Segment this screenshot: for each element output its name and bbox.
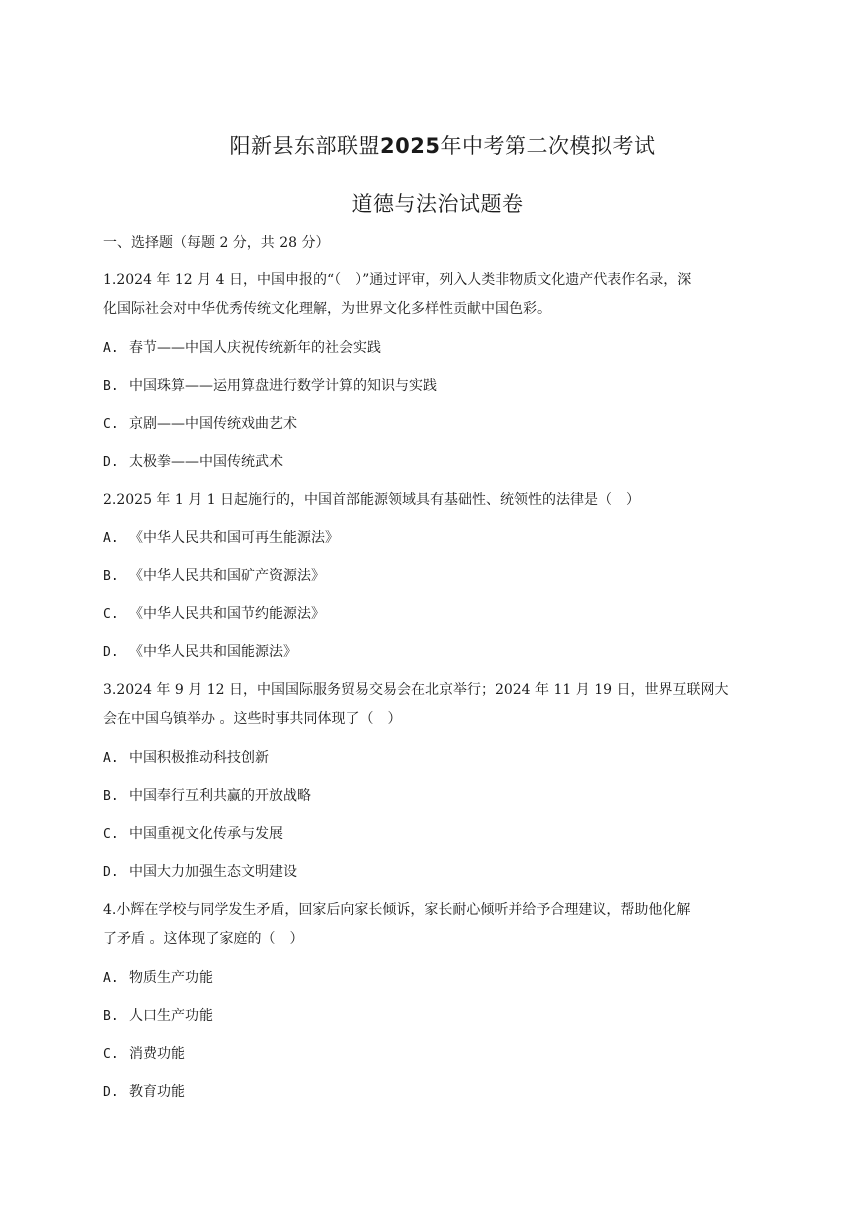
question-3-option-b (103, 782, 763, 811)
question-3-option-a (103, 744, 763, 773)
title-prefix: 阳新县东部联盟 (229, 134, 381, 158)
option-letter: A. (103, 531, 119, 546)
option-text: 消费功能 (129, 1046, 185, 1062)
option-letter: C. (103, 417, 119, 432)
option-text: 中国大力加强生态文明建设 (129, 864, 297, 880)
option-letter: D. (103, 865, 119, 880)
question-4-option-b (103, 1002, 763, 1031)
question-3-option-d (103, 858, 763, 887)
option-text: 物质生产功能 (129, 970, 213, 986)
question-1-option-d (103, 448, 763, 477)
option-text: 中国积极推动科技创新 (129, 750, 269, 766)
option-text: 人口生产功能 (129, 1008, 213, 1024)
option-letter: A. (103, 341, 119, 356)
exam-subtitle: 道德与法治试题卷 (351, 192, 524, 216)
option-text: 《中华人民共和国节约能源法》 (129, 606, 325, 622)
question-1-stem-line1: 1.2024 年 12 月 4 日，中国申报的“（ ）”通过评审，列入人类非物质文化遗产代表作名录，深 (103, 272, 692, 288)
title-year: 2025 (380, 134, 441, 158)
question-4-option-a (103, 964, 763, 993)
question-3-stem-line2: 会在中国乌镇举办 。这些时事共同体现了（ ） (103, 711, 402, 727)
section-heading: 一、选择题（每题 2 分，共 28 分） (103, 235, 330, 251)
option-letter: D. (103, 645, 119, 660)
question-1-option-b (103, 372, 763, 401)
option-text: 太极拳——中国传统武术 (129, 454, 283, 470)
option-letter: C. (103, 607, 119, 622)
exam-title (0, 130, 860, 160)
option-letter: C. (103, 827, 119, 842)
question-1-option-c (103, 410, 763, 439)
title-suffix: 年中考第二次模拟考试 (440, 134, 656, 158)
question-4-stem-line2: 了矛盾 。这体现了家庭的（ ） (103, 931, 304, 947)
option-letter: C. (103, 1047, 119, 1062)
option-letter: B. (103, 789, 119, 804)
question-4-stem-line1: 4.小辉在学校与同学发生矛盾，回家后向家长倾诉，家长耐心倾听并给予合理建议，帮助他化解 (103, 902, 691, 918)
question-2-option-d (103, 638, 763, 667)
question-4-option-c (103, 1040, 763, 1069)
option-text: 中国重视文化传承与发展 (129, 826, 283, 842)
option-letter: A. (103, 751, 119, 766)
question-1-option-a (103, 334, 763, 363)
option-text: 《中华人民共和国可再生能源法》 (129, 530, 339, 546)
question-3-stem-line1: 3.2024 年 9 月 12 日，中国国际服务贸易交易会在北京举行；2024 年 11 月 19 日，世界互联网大 (103, 682, 729, 698)
option-text: 教育功能 (129, 1084, 185, 1100)
question-2-option-b (103, 562, 763, 591)
question-1-stem-line2: 化国际社会对中华优秀传统文化理解，为世界文化多样性贡献中国色彩。 (103, 301, 551, 317)
question-2-option-c (103, 600, 763, 629)
option-text: 中国奉行互利共赢的开放战略 (129, 788, 311, 804)
option-text: 《中华人民共和国矿产资源法》 (129, 568, 325, 584)
option-letter: B. (103, 379, 119, 394)
option-letter: A. (103, 971, 119, 986)
option-letter: B. (103, 569, 119, 584)
option-letter: D. (103, 455, 119, 470)
option-text: 《中华人民共和国能源法》 (129, 644, 297, 660)
option-text: 京剧——中国传统戏曲艺术 (129, 416, 297, 432)
question-2-option-a (103, 524, 763, 553)
option-letter: B. (103, 1009, 119, 1024)
option-text: 中国珠算——运用算盘进行数学计算的知识与实践 (129, 378, 437, 394)
question-4-option-d (103, 1078, 763, 1107)
option-text: 春节——中国人庆祝传统新年的社会实践 (129, 340, 381, 356)
option-letter: D. (103, 1085, 119, 1100)
question-3-option-c (103, 820, 763, 849)
question-2-stem-line1: 2.2025 年 1 月 1 日起施行的，中国首部能源领域具有基础性、统领性的法律是（ ） (103, 492, 641, 508)
